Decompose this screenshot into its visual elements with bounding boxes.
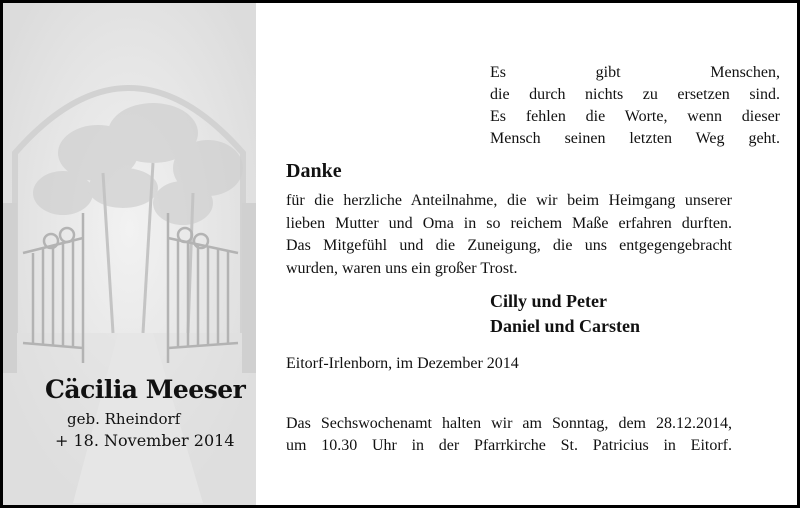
poem-line: Mensch seinen letzten Weg geht.: [490, 130, 780, 147]
notice-title: Danke: [286, 160, 342, 182]
signer-line: Cilly und Peter: [490, 291, 607, 311]
announcement-line: Das Sechswochenamt halten wir am Sonntag, dem 28.12.2014,: [286, 415, 732, 432]
poem-line: die durch nichts zu ersetzen sind.: [490, 86, 780, 103]
mass-announcement: [286, 413, 732, 457]
poem-quote: [490, 62, 780, 150]
deceased-name: Cäcilia Meeser: [45, 375, 246, 404]
signers: [490, 289, 640, 339]
memorial-image-panel: [3, 3, 256, 505]
poem-line: Es fehlen die Worte, wenn dieser: [490, 108, 780, 125]
thanks-text: [286, 190, 732, 280]
signer-line: Daniel und Carsten: [490, 316, 641, 336]
place-date: Eitorf-Irlenborn, im Dezember 2014: [286, 355, 519, 372]
thanks-line: lieben Mutter und Oma in so reichem Maße erfahren durften.: [286, 214, 732, 232]
poem-line: Es gibt Menschen,: [490, 64, 780, 81]
thanks-line: für die herzliche Anteilnahme, die wir beim Heimgang unserer: [286, 192, 732, 209]
death-date: + 18. November 2014: [55, 431, 235, 450]
thanks-line: wurden, waren uns ein großer Trost.: [286, 259, 518, 277]
garden-gate-image: [3, 3, 256, 505]
thanks-line: Das Mitgefühl und die Zuneigung, die uns entgegengebracht: [286, 237, 732, 254]
birth-name: geb. Rheindorf: [67, 410, 181, 428]
announcement-line: um 10.30 Uhr in der Pfarrkirche St. Patricius in Eitorf.: [286, 437, 732, 454]
